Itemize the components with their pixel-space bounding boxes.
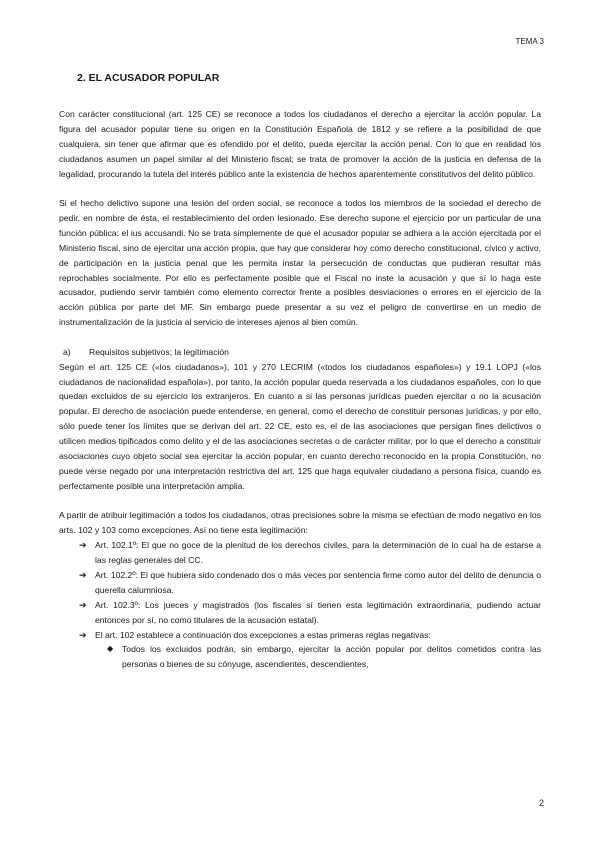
list-item: ◆ Todos los excluidos podrán, sin embargo, ejercitar la acción popular por delitos cometidos contra las personas o bienes de su cónyuge, ascendientes, descendientes, (107, 644, 541, 670)
arrow-icon: ➔ (79, 629, 87, 640)
section-title: 2. EL ACUSADOR POPULAR (77, 72, 220, 84)
page-number: 2 (538, 798, 544, 808)
arrow-icon: ➔ (79, 569, 87, 580)
list-item: ➔ Art. 102.1º: El que no goce de la plenitud de los derechos civiles, para la determinación de lo cual ha de estarse a las reglas generales del CC. (79, 540, 541, 565)
arrow-icon: ➔ (79, 540, 87, 551)
paragraph-social-order: Si el hecho delictivo supone una lesión del orden social, se reconoce a todos los miembros de la sociedad el derecho de pedir, en nombre de ésta, el restablecimiento del orden lesionado. Ese derecho supone el ejercicio por un particular de una función pública: el ius accusandi. No se trata simplemente de que el acusador popular se adhiera a la acción ejercitada por el Ministerio fiscal, sino de ejercitar una acción propia, que hay que considerar hoy como derecho constitucional, cívico y activo, de participación en la justicia penal que les permita instar la persecución de conductas que pudieran resultar más reprochables socialmente. Por ello es perfectamente posible que el Fiscal no inste la acusación y que sí lo haga este acusador, pudiendo servir también como elemento corrector frente a posibles desviaciones o errores en el ejercicio de la acción pública por parte del MF. Sin embargo puede presentar a su vez el peligro de convertirse en un medio de instrumentalización de la justicia al servicio de intereses ajenos al bien común. (59, 198, 541, 328)
diamond-icon: ◆ (107, 644, 114, 654)
list-item: ➔ El art. 102 establece a continuación dos excepciones a estas primeras reglas negativas: ◆ Todos los excluidos podrán, sin embargo, ejercitar la acción popular por delitos cometidos contra las personas o bienes de su cónyuge, ascendientes, descendientes, (79, 628, 541, 673)
exceptions-list (95, 642, 541, 672)
paragraph-intro: Con carácter constitucional (art. 125 CE) se reconoce a todos los ciudadanos el derecho a ejercitar la acción popular. La figura del acusador popular tiene su origen en la Constitución Española de 1812 y se refiere a la posibilidad de que cualquiera, sin tener que afirmar que es ofendido por el delito, pueda ejercitar la acción penal. Con lo que en realidad los ciudadanos asumen un papel similar al del Ministerio fiscal; se trata de promover la acción de la justicia en defensa de la legalidad, procurando la tutela del interés público ante la existencia de hechos aparentemente constitutivos del delito público. (59, 109, 541, 179)
list-item: ➔ Art. 102.2º: El que hubiera sido condenado dos o más veces por sentencia firme como autor del delito de denuncia o querella calumniosa. (79, 569, 541, 595)
arrow-icon: ➔ (79, 599, 87, 610)
restrictions-intro: A partir de atribuir legitimación a todos los ciudadanos, otras precisiones sobre la misma se efectúan de modo negativo en los arts. 102 y 103 como excepciones. Así no tiene esta legitimación: (59, 510, 541, 536)
page-content (59, 72, 541, 672)
subsection-heading (59, 345, 541, 360)
restrictions-list (59, 538, 541, 672)
header-topic-label: TEMA 3 (515, 37, 544, 46)
list-item: ➔ Art. 102.3º: Los jueces y magistrados (los fiscales sí tienen esta legitimación extraordinaria, pudiendo actuar entonces por sí, no como titulares de la acusación estatal). (79, 599, 541, 625)
subsection-body: Según el art. 125 CE («los ciudadanos»), 101 y 270 LECRIM («todos los ciudadanos españoles») y 19.1 LOPJ («los ciudadanos de nacionalidad española»), por tanto, la acción popular queda reservada a los ciudadanos españoles, con lo que quedan excluidos de su ejercicio los extranjeros. En cuanto a si las personas jurídicas pueden ejercitar o no la acusación popular. El derecho de asociación puede entenderse, en general, como el derecho de constituir personas jurídicas, y por ello, sólo puede tener los límites que se derivan del art. 22 CE, esto es, el de las asociaciones que persigan fines delictivos o utilicen medios tipificados como delito y el de las asociaciones secretas o de carácter militar, por lo que el derecho a constituir asociaciones cuyo objeto social sea ejercitar la acción popular, en cuanto derecho reconocido en la propia Constitución, no puede verse negado por una interpretación restrictiva del art. 125 que haga equivaler ciudadano a persona física, cuando es perfectamente posible una interpretación amplia. (59, 361, 541, 491)
subsection-title: Requisitos subjetivos; la legitimación (89, 346, 229, 357)
subsection-label: a) (63, 346, 71, 357)
